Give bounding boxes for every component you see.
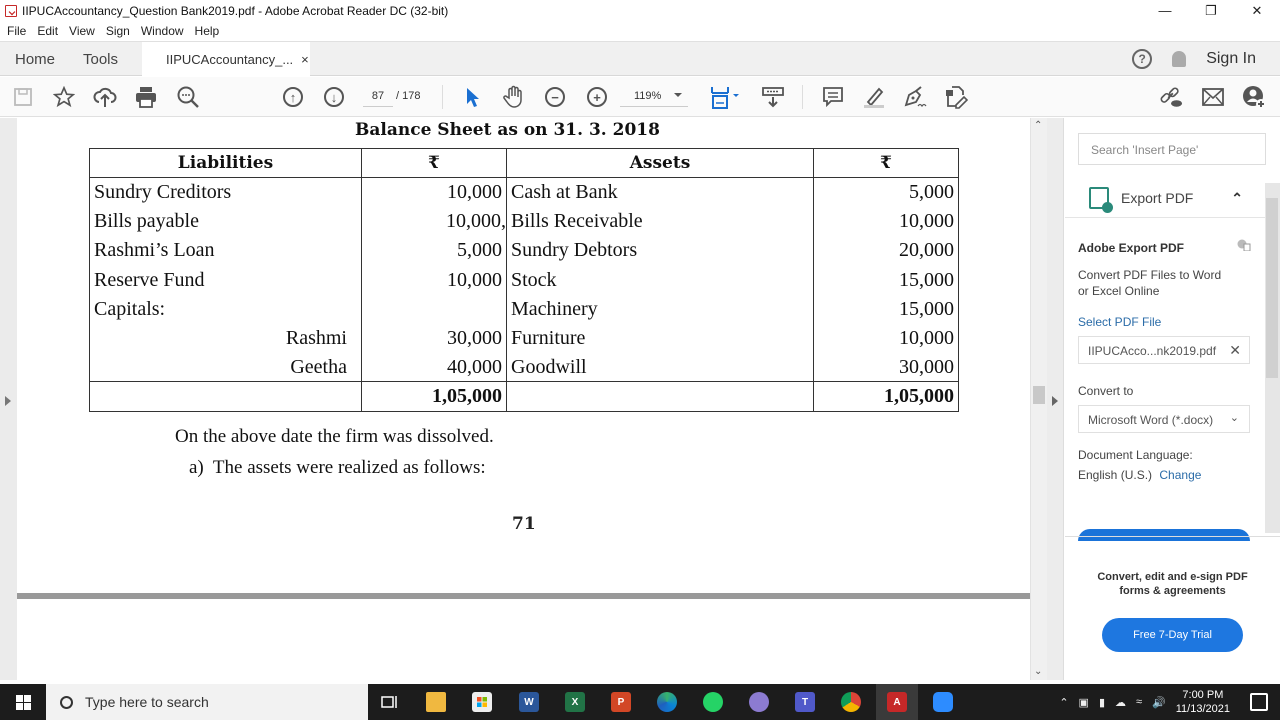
export-description-line2: or Excel Online	[1078, 284, 1160, 298]
show-hidden-icons[interactable]: ⌃	[1059, 696, 1069, 709]
convert-format-value: Microsoft Word (*.docx)	[1088, 413, 1214, 427]
menu-edit[interactable]: Edit	[37, 24, 59, 38]
hand-tool-icon[interactable]	[502, 85, 526, 109]
liability-amount: 5,000	[362, 236, 507, 265]
tools-pane	[1065, 118, 1280, 680]
close-tab-icon[interactable]: ×	[301, 51, 309, 67]
total-spacer	[507, 382, 814, 411]
excel-icon[interactable]: X	[560, 688, 590, 716]
menu-bar	[0, 21, 1280, 41]
fit-page-icon[interactable]	[708, 85, 742, 109]
notification-center-icon[interactable]	[1250, 693, 1268, 711]
chevron-down-icon	[674, 93, 682, 97]
zoom-level-value: 119%	[634, 90, 662, 102]
upload-cloud-icon[interactable]	[93, 85, 117, 109]
chrome-icon[interactable]	[836, 688, 866, 716]
asset-name: Stock	[507, 265, 814, 294]
tab-tools[interactable]: Tools	[83, 50, 119, 68]
edit-pdf-icon[interactable]	[944, 85, 968, 109]
search-zoom-icon[interactable]	[176, 85, 200, 109]
liability-name: Capitals:	[90, 294, 362, 323]
comment-icon[interactable]	[821, 85, 845, 109]
select-cursor-icon[interactable]	[461, 85, 485, 109]
scroll-up-icon[interactable]: ⌃	[1034, 120, 1043, 131]
restore-button[interactable]: ❐	[1205, 2, 1217, 18]
document-language-row	[1078, 468, 1201, 482]
table-row	[90, 207, 959, 236]
total-assets: 1,05,000	[814, 382, 959, 411]
whatsapp-icon[interactable]	[698, 688, 728, 716]
table-row	[90, 265, 959, 294]
save-icon[interactable]	[11, 85, 35, 109]
document-view[interactable]	[17, 118, 1030, 680]
windows-taskbar	[0, 684, 1280, 720]
liability-name: Geetha	[90, 353, 362, 382]
liability-name: Rashmi	[90, 323, 362, 352]
zoom-in-icon[interactable]: +	[585, 85, 609, 109]
asset-amount: 15,000	[814, 294, 959, 323]
menu-window[interactable]: Window	[140, 24, 184, 38]
start-button[interactable]	[0, 684, 46, 720]
promo-line1: Convert, edit and e-sign PDF	[1097, 571, 1248, 583]
minimize-button[interactable]: —	[1158, 3, 1172, 18]
acrobat-app-icon	[5, 5, 17, 17]
liability-amount: 10,000	[362, 178, 507, 207]
selected-file-name: IIPUCAcco...nk2019.pdf	[1088, 344, 1217, 358]
scrollbar-thumb[interactable]	[1033, 386, 1045, 404]
task-view-icon[interactable]	[375, 688, 405, 716]
asset-name: Machinery	[507, 294, 814, 323]
page-separator	[17, 593, 1030, 599]
bell-icon[interactable]	[1172, 51, 1186, 67]
zoom-app-icon[interactable]	[928, 688, 958, 716]
window-title: IIPUCAccountancy_Question Bank2019.pdf - Adobe Acrobat Reader DC (32-bit)	[22, 3, 449, 18]
insert-page-search-input[interactable]: Search 'Insert Page'	[1078, 133, 1266, 165]
page-number: 71	[512, 514, 536, 534]
battery-icon[interactable]: ▮	[1098, 696, 1105, 709]
asset-amount: 15,000	[814, 265, 959, 294]
balance-sheet-title: Balance Sheet as on 31. 3. 2018	[355, 120, 660, 140]
system-tray	[1059, 684, 1280, 720]
table-row	[90, 353, 959, 382]
fill-sign-icon[interactable]	[903, 85, 927, 109]
windows-logo-icon	[16, 695, 31, 710]
total-liabilities: 1,05,000	[362, 382, 507, 411]
clock[interactable]	[1176, 688, 1230, 716]
word-icon[interactable]: W	[514, 688, 544, 716]
liability-name: Rashmi’s Loan	[90, 236, 362, 265]
help-icon[interactable]: ?	[1132, 49, 1152, 69]
taskbar-search-placeholder: Type here to search	[85, 694, 209, 710]
menu-file[interactable]: File	[7, 24, 27, 38]
page-total: / 178	[396, 90, 421, 102]
toolbar-divider	[802, 85, 803, 109]
table-row	[90, 294, 959, 323]
menu-help[interactable]: Help	[194, 24, 220, 38]
asset-amount: 20,000	[814, 236, 959, 265]
adobe-export-title: Adobe Export PDF	[1078, 241, 1185, 255]
total-spacer	[90, 382, 362, 411]
tab-home[interactable]: Home	[15, 50, 56, 68]
free-trial-button[interactable]: Free 7-Day Trial	[1102, 618, 1243, 652]
zoom-level-dropdown[interactable]	[620, 87, 688, 107]
table-row	[90, 323, 959, 352]
pane-scrollbar-thumb[interactable]	[1266, 198, 1278, 378]
title-bar	[0, 0, 1280, 21]
volume-icon[interactable]: 🔊	[1152, 696, 1166, 709]
add-user-icon[interactable]	[1242, 85, 1266, 109]
convert-to-label: Convert to	[1078, 384, 1134, 398]
clock-time: 7:00 PM	[1182, 689, 1224, 701]
asset-amount: 5,000	[814, 178, 959, 207]
scrolling-mode-icon[interactable]	[761, 85, 785, 109]
document-language-label: Document Language:	[1078, 448, 1193, 462]
liability-amount: 40,000	[362, 353, 507, 382]
liability-amount	[362, 294, 507, 323]
asset-name: Bills Receivable	[507, 207, 814, 236]
chevron-down-icon: ⌄	[1229, 412, 1239, 424]
header-liabilities: Liabilities	[90, 149, 362, 178]
acrobat-taskbar-icon[interactable]: A	[876, 684, 918, 720]
table-row	[90, 178, 959, 207]
promo-text	[1065, 570, 1280, 598]
pane-scrollbar[interactable]	[1265, 183, 1280, 533]
chevron-up-icon[interactable]: ⌃	[1231, 190, 1243, 206]
asset-name: Cash at Bank	[507, 178, 814, 207]
liability-amount: 30,000	[362, 323, 507, 352]
asset-name: Goodwill	[507, 353, 814, 382]
table-total-row	[90, 382, 959, 411]
asset-amount: 10,000	[814, 207, 959, 236]
liability-name: Bills payable	[90, 207, 362, 236]
right-pane-toggle[interactable]	[1047, 118, 1064, 680]
scroll-down-icon[interactable]: ⌄	[1034, 666, 1043, 677]
close-button[interactable]: ✕	[1251, 2, 1263, 18]
tab-document-label: IIPUCAccountancy_...	[166, 51, 294, 67]
pane-divider	[1065, 536, 1280, 537]
search-icon	[60, 696, 73, 709]
clear-file-icon[interactable]: ✕	[1229, 342, 1241, 358]
paragraph-dissolved: On the above date the firm was dissolved.	[175, 426, 494, 447]
clock-date: 11/13/2021	[1175, 703, 1230, 715]
asset-amount: 10,000	[814, 323, 959, 352]
convert-format-dropdown[interactable]	[1078, 405, 1250, 433]
document-scrollbar[interactable]	[1030, 118, 1047, 680]
asset-name: Sundry Debtors	[507, 236, 814, 265]
bittorrent-icon[interactable]	[744, 688, 774, 716]
tab-bar	[0, 41, 1280, 76]
export-pdf-icon	[1089, 187, 1109, 209]
menu-sign[interactable]: Sign	[105, 24, 130, 38]
change-language-link[interactable]: Change	[1159, 468, 1202, 482]
export-description-line1: Convert PDF Files to Word	[1078, 268, 1222, 282]
collapse-arrow-icon	[1052, 396, 1058, 406]
email-icon[interactable]	[1201, 85, 1225, 109]
header-rupee: ₹	[362, 149, 507, 178]
edge-icon[interactable]	[652, 688, 682, 716]
star-icon[interactable]	[52, 85, 76, 109]
tab-document[interactable]	[142, 42, 310, 76]
balance-sheet-table	[89, 148, 959, 412]
expand-arrow-icon	[5, 396, 11, 406]
convert-button-partial[interactable]	[1078, 529, 1250, 541]
taskbar-search-box[interactable]	[46, 684, 368, 720]
header-assets: Assets	[507, 149, 814, 178]
promo-line2: forms & agreements	[1119, 585, 1226, 597]
highlight-pen-icon[interactable]	[862, 85, 886, 109]
onedrive-icon[interactable]: ☁	[1115, 696, 1126, 709]
liability-name: Reserve Fund	[90, 265, 362, 294]
copy-icon[interactable]	[1237, 239, 1251, 251]
liability-name: Sundry Creditors	[90, 178, 362, 207]
asset-name: Furniture	[507, 323, 814, 352]
header-rupee: ₹	[814, 149, 959, 178]
microsoft-store-icon[interactable]	[467, 688, 497, 716]
meet-now-icon[interactable]: ▣	[1078, 696, 1089, 709]
select-pdf-file-link[interactable]: Select PDF File	[1078, 315, 1162, 329]
paragraph-assets-realized: a) The assets were realized as follows:	[189, 457, 486, 478]
left-navigation-pane-toggle[interactable]	[0, 118, 17, 680]
asset-amount: 30,000	[814, 353, 959, 382]
liability-amount: 10,000,	[362, 207, 507, 236]
document-language-value: English (U.S.)	[1078, 468, 1153, 482]
export-pdf-header[interactable]	[1065, 178, 1265, 218]
selected-file-field[interactable]	[1078, 336, 1250, 364]
export-pdf-label: Export PDF	[1121, 189, 1194, 206]
previous-page-icon[interactable]: ↑	[281, 85, 305, 109]
zoom-out-icon[interactable]: −	[543, 85, 567, 109]
table-row	[90, 236, 959, 265]
wifi-icon[interactable]: ≈	[1136, 696, 1143, 708]
file-explorer-icon[interactable]	[421, 688, 451, 716]
page-number-input[interactable]: 87	[363, 87, 393, 107]
menu-view[interactable]: View	[69, 24, 95, 38]
liability-amount: 10,000	[362, 265, 507, 294]
powerpoint-icon[interactable]: P	[606, 688, 636, 716]
toolbar	[0, 77, 1280, 117]
print-icon[interactable]	[134, 85, 158, 109]
teams-icon[interactable]: T	[790, 688, 820, 716]
toolbar-divider	[442, 85, 443, 109]
share-link-icon[interactable]	[1159, 85, 1183, 109]
table-header-row	[90, 149, 959, 178]
sign-in-button[interactable]: Sign In	[1206, 50, 1256, 67]
next-page-icon[interactable]: ↓	[322, 85, 346, 109]
